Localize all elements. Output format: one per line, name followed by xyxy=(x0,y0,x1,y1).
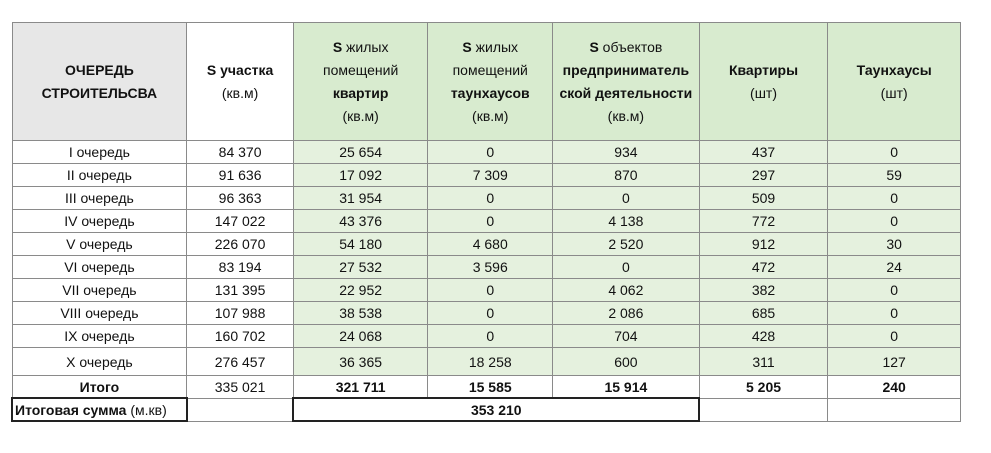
cell-queue-name: IX очередь xyxy=(12,325,187,348)
cell-business-area: 934 xyxy=(553,141,700,164)
cell-business-area: 704 xyxy=(553,325,700,348)
cell-apartments-count: 437 xyxy=(699,141,828,164)
header-queue: ОЧЕРЕДЬ СТРОИТЕЛЬСВА xyxy=(12,23,187,141)
cell-plot-area: 96 363 xyxy=(187,187,294,210)
table-row xyxy=(12,348,961,376)
total-apartments-count: 5 205 xyxy=(699,376,828,399)
cell-apartments-count: 509 xyxy=(699,187,828,210)
cell-plot-area: 91 636 xyxy=(187,164,294,187)
cell-apartments-count: 428 xyxy=(699,325,828,348)
cell-plot-area: 84 370 xyxy=(187,141,294,164)
sum-empty-1 xyxy=(699,398,828,421)
table-row xyxy=(12,187,961,210)
header-townhouses-count: Таунхаусы (шт) xyxy=(828,23,961,141)
cell-townhouses-count: 0 xyxy=(828,325,961,348)
cell-business-area: 4 138 xyxy=(553,210,700,233)
cell-apartments-count: 685 xyxy=(699,302,828,325)
cell-queue-name: II очередь xyxy=(12,164,187,187)
cell-queue-name: I очередь xyxy=(12,141,187,164)
cell-townhouses-count: 59 xyxy=(828,164,961,187)
cell-plot-area: 226 070 xyxy=(187,233,294,256)
table-row xyxy=(12,256,961,279)
cell-townhouse-area: 0 xyxy=(428,187,553,210)
cell-queue-name: X очередь xyxy=(12,348,187,376)
cell-plot-area: 83 194 xyxy=(187,256,294,279)
cell-apartment-area: 38 538 xyxy=(293,302,428,325)
cell-townhouse-area: 18 258 xyxy=(428,348,553,376)
cell-apartment-area: 27 532 xyxy=(293,256,428,279)
cell-apartments-count: 297 xyxy=(699,164,828,187)
cell-apartment-area: 31 954 xyxy=(293,187,428,210)
total-label: Итого xyxy=(12,376,187,399)
sum-empty-2 xyxy=(828,398,961,421)
data-rows xyxy=(12,141,961,376)
cell-apartment-area: 24 068 xyxy=(293,325,428,348)
cell-queue-name: VII очередь xyxy=(12,279,187,302)
total-townhouses-count: 240 xyxy=(828,376,961,399)
cell-business-area: 0 xyxy=(553,256,700,279)
total-apartment-area: 321 711 xyxy=(293,376,428,399)
header-townhouse-area: S жилых помещений таунхаусов (кв.м) xyxy=(428,23,553,141)
total-plot-area: 335 021 xyxy=(187,376,294,399)
cell-queue-name: VI очередь xyxy=(12,256,187,279)
cell-apartment-area: 22 952 xyxy=(293,279,428,302)
cell-townhouse-area: 0 xyxy=(428,141,553,164)
cell-townhouse-area: 3 596 xyxy=(428,256,553,279)
cell-business-area: 2 520 xyxy=(553,233,700,256)
table-row xyxy=(12,210,961,233)
total-business-area: 15 914 xyxy=(553,376,700,399)
cell-townhouse-area: 0 xyxy=(428,325,553,348)
cell-queue-name: VIII очередь xyxy=(12,302,187,325)
cell-apartment-area: 54 180 xyxy=(293,233,428,256)
cell-apartment-area: 43 376 xyxy=(293,210,428,233)
cell-queue-name: V очередь xyxy=(12,233,187,256)
cell-queue-name: III очередь xyxy=(12,187,187,210)
cell-apartments-count: 472 xyxy=(699,256,828,279)
cell-townhouses-count: 0 xyxy=(828,302,961,325)
cell-queue-name: IV очередь xyxy=(12,210,187,233)
cell-townhouse-area: 0 xyxy=(428,279,553,302)
cell-apartments-count: 912 xyxy=(699,233,828,256)
cell-business-area: 0 xyxy=(553,187,700,210)
cell-business-area: 4 062 xyxy=(553,279,700,302)
cell-townhouses-count: 0 xyxy=(828,141,961,164)
sum-row xyxy=(12,398,961,421)
table-row xyxy=(12,164,961,187)
cell-plot-area: 131 395 xyxy=(187,279,294,302)
cell-apartments-count: 382 xyxy=(699,279,828,302)
cell-townhouses-count: 127 xyxy=(828,348,961,376)
cell-apartments-count: 311 xyxy=(699,348,828,376)
header-apartment-area: S жилых помещений квартир (кв.м) xyxy=(293,23,428,141)
cell-apartment-area: 17 092 xyxy=(293,164,428,187)
table-row xyxy=(12,325,961,348)
cell-plot-area: 107 988 xyxy=(187,302,294,325)
cell-townhouse-area: 4 680 xyxy=(428,233,553,256)
cell-apartment-area: 36 365 xyxy=(293,348,428,376)
total-townhouse-area: 15 585 xyxy=(428,376,553,399)
cell-townhouses-count: 30 xyxy=(828,233,961,256)
table-row xyxy=(12,141,961,164)
cell-townhouse-area: 0 xyxy=(428,302,553,325)
cell-townhouse-area: 0 xyxy=(428,210,553,233)
cell-townhouses-count: 0 xyxy=(828,279,961,302)
sum-value: 353 210 xyxy=(293,398,699,421)
sum-spacer xyxy=(187,398,294,421)
cell-townhouses-count: 0 xyxy=(828,187,961,210)
cell-apartment-area: 25 654 xyxy=(293,141,428,164)
header-row xyxy=(12,23,961,141)
cell-business-area: 600 xyxy=(553,348,700,376)
header-business-area: S объектов предприниматель ской деятельности (кв.м) xyxy=(553,23,700,141)
cell-apartments-count: 772 xyxy=(699,210,828,233)
header-plot-area: S участка (кв.м) xyxy=(187,23,294,141)
cell-plot-area: 160 702 xyxy=(187,325,294,348)
total-row xyxy=(12,376,961,399)
header-apartments-count: Квартиры (шт) xyxy=(699,23,828,141)
table-row xyxy=(12,233,961,256)
cell-townhouse-area: 7 309 xyxy=(428,164,553,187)
sum-label: Итоговая сумма (м.кв) xyxy=(12,398,187,421)
table-row xyxy=(12,279,961,302)
cell-townhouses-count: 0 xyxy=(828,210,961,233)
cell-townhouses-count: 24 xyxy=(828,256,961,279)
construction-table xyxy=(11,22,961,422)
cell-business-area: 870 xyxy=(553,164,700,187)
cell-plot-area: 147 022 xyxy=(187,210,294,233)
cell-plot-area: 276 457 xyxy=(187,348,294,376)
table-row xyxy=(12,302,961,325)
cell-business-area: 2 086 xyxy=(553,302,700,325)
